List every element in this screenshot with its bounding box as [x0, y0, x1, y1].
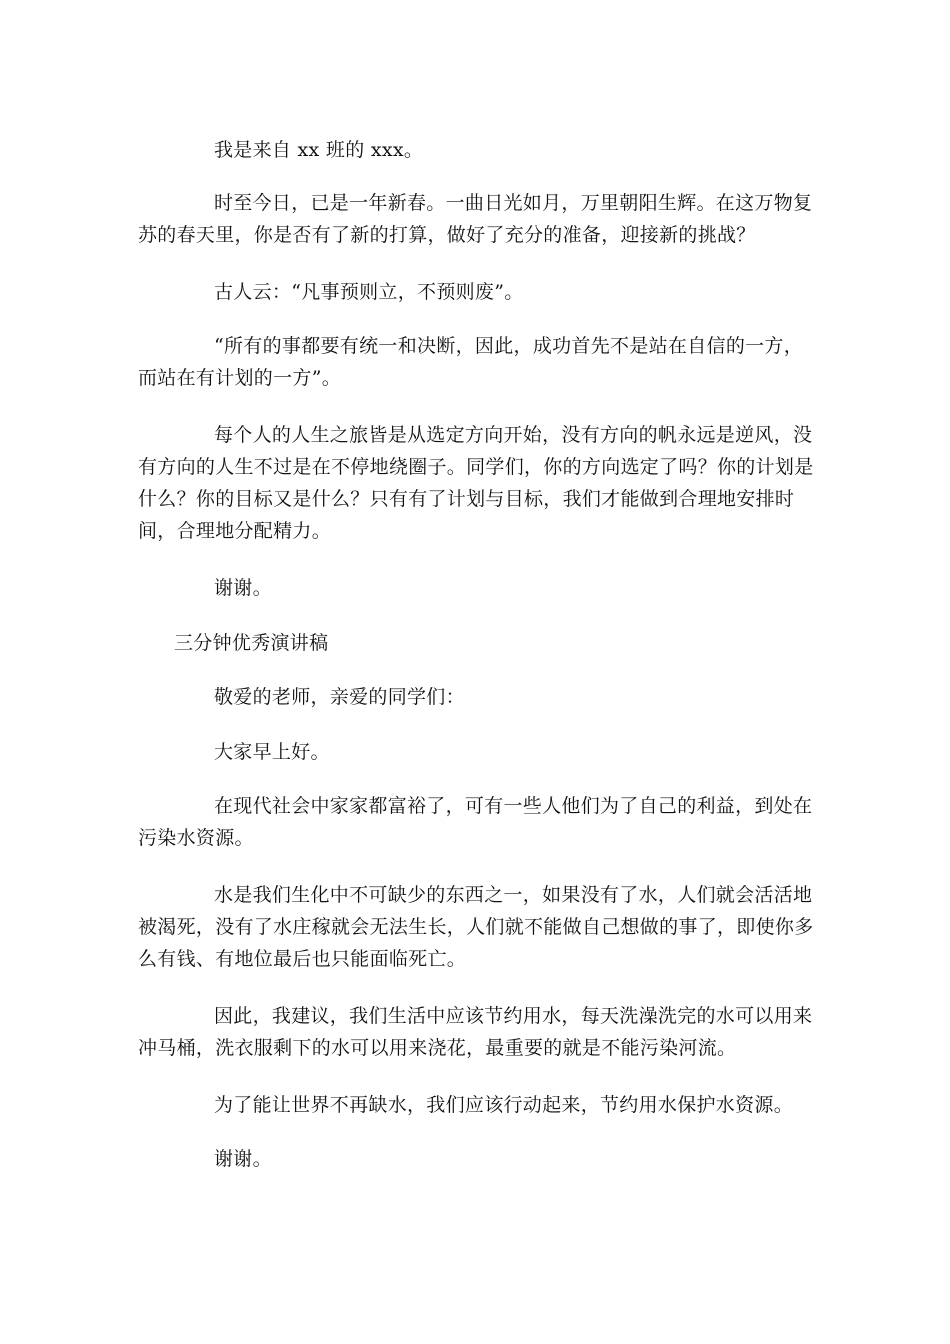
paragraph-spring: 时至今日，已是一年新春。一曲日光如月，万里朝阳生辉。在这万物复苏的春天里，你是否有了新的打算，做好了充分的准备，迎接新的挑战？	[138, 192, 813, 246]
paragraph-suggestion: 因此，我建议，我们生活中应该节约用水，每天洗澡洗完的水可以用来冲马桶，洗衣服剩下的水可以用来浇花，最重要的就是不能污染河流。	[138, 1005, 813, 1059]
paragraph-pollution: 在现代社会中家家都富裕了，可有一些人他们为了自己的利益，到处在污染水资源。	[138, 795, 813, 849]
paragraph-intro: 我是来自 xx 班的 xxx。	[214, 139, 424, 161]
paragraph-thanks-1: 谢谢。	[214, 577, 272, 599]
paragraph-water-importance: 水是我们生化中不可缺少的东西之一，如果没有了水，人们就会活活地被渴死，没有了水庄稼就会无法生长，人们就不能做自己想做的事了，即使你多么有钱、有地位最后也只能面临死亡。	[138, 884, 814, 970]
paragraph-call-to-action: 为了能让世界不再缺水，我们应该行动起来，节约用水保护水资源。	[214, 1094, 794, 1116]
section-title: 三分钟优秀演讲稿	[174, 632, 329, 654]
paragraph-direction: 每个人的人生之旅皆是从选定方向开始，没有方向的帆永远是逆风，没有方向的人生不过是在不停地绕圈子。同学们，你的方向选定了吗？你的计划是什么？你的目标又是什么？只有有了计划与目标，我们才能做到合理地安排时间，合理地分配精力。	[138, 424, 814, 542]
paragraph-good-morning: 大家早上好。	[214, 741, 330, 763]
paragraph-thanks-2: 谢谢。	[214, 1148, 272, 1170]
paragraph-greeting: 敬爱的老师，亲爱的同学们：	[214, 686, 465, 708]
paragraph-quote-plan: “所有的事都要有统一和决断，因此，成功首先不是站在自信的一方，而站在有计划的一方”。	[138, 335, 804, 389]
paragraph-quote-ancient: 古人云：“凡事预则立，不预则废”。	[214, 281, 524, 303]
